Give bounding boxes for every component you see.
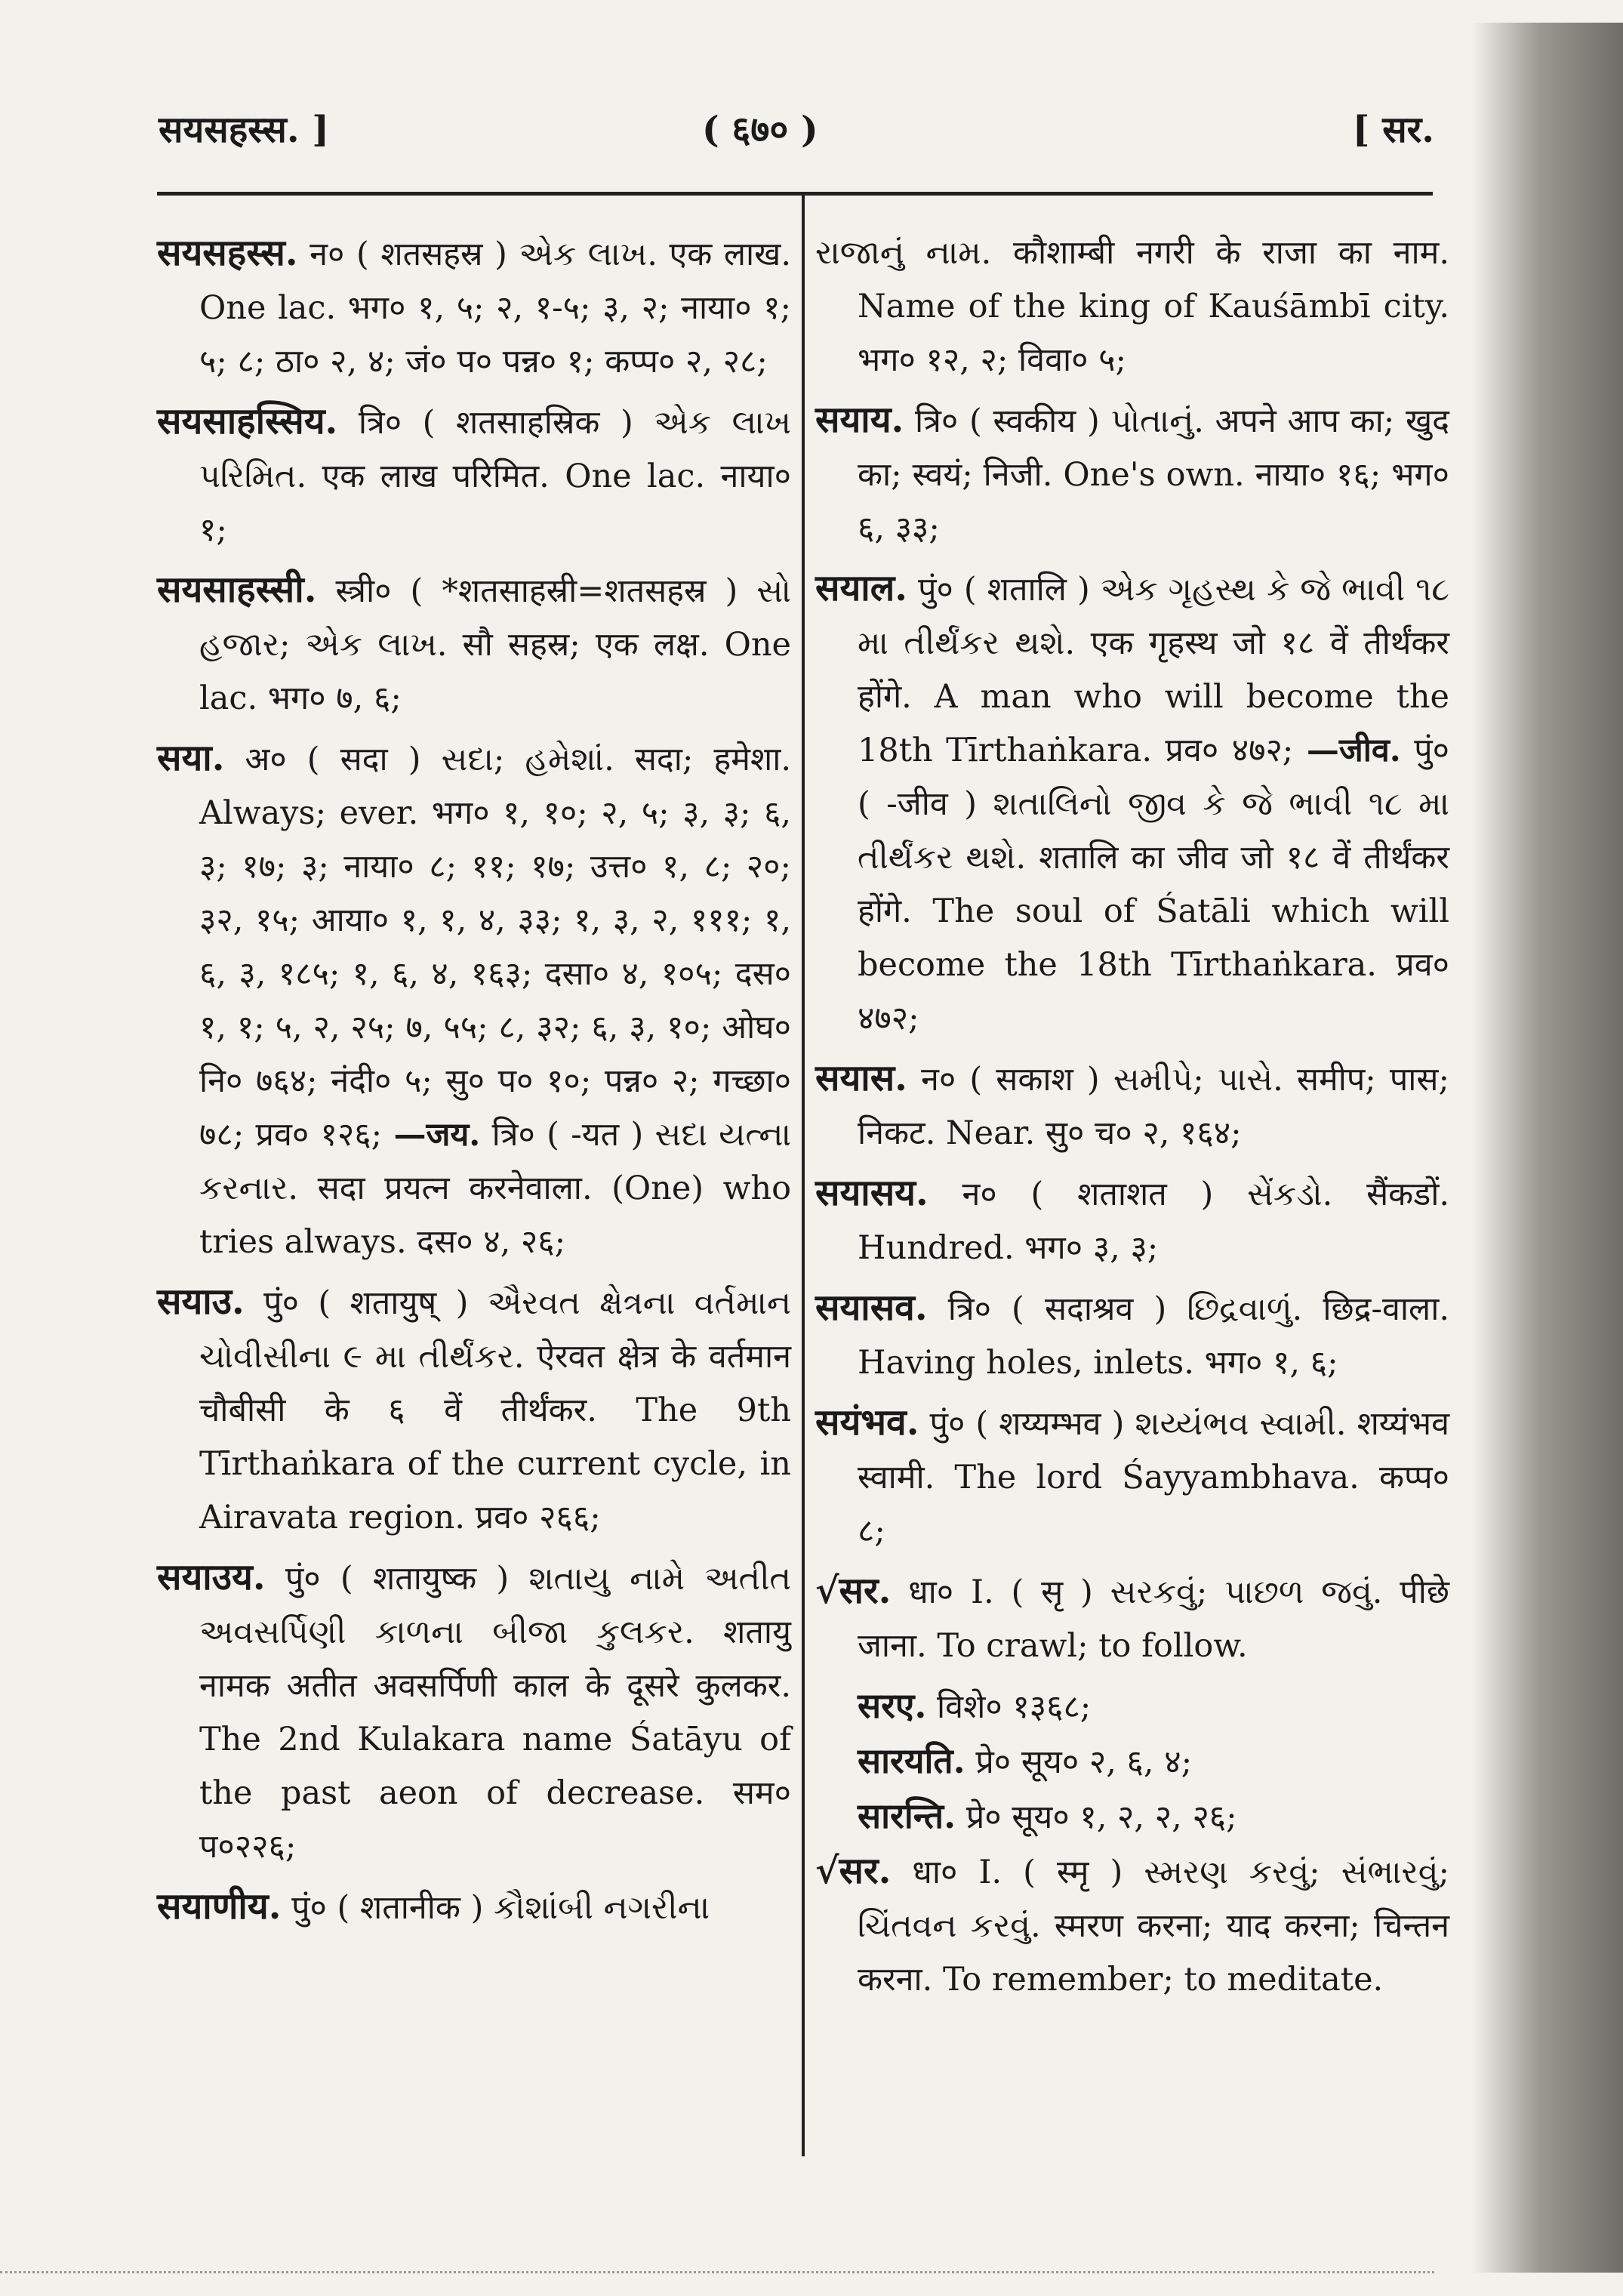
dictionary-entry	[815, 1564, 1449, 1673]
entry-headword: सयंभव.	[815, 1401, 919, 1444]
entry-definition: રાજાનું નામ. कौशाम्बी नगरी के राजा का नाम. Name of the king of Kauśāmbī city. भग० १२, २; विवा० ५;	[815, 234, 1449, 379]
entry-definition: प्रे० सूय० १, २, २, २६;	[965, 1798, 1237, 1836]
entry-headword: सयास.	[815, 1057, 907, 1099]
page-edge-shadow	[1472, 23, 1623, 2273]
sub-entry-headword: —जीव.	[1306, 732, 1401, 769]
header-rule	[157, 192, 1433, 196]
page-number: ( ६७० )	[702, 109, 818, 151]
entry-definition: त्रि० ( सदाश्रव ) છિદ્રવાળું. छिद्र-वाला. Having holes, inlets. भग० १, ६;	[858, 1290, 1449, 1382]
entry-definition: प्रे० सूय० २, ६, ४;	[975, 1743, 1193, 1781]
entry-definition: धा० I. ( स्मृ ) સ્મરણ કરવું; સંભારવું; ચિંતવન કરવું. स्मरण करना; याद करना; चिन्तन करना. To remember; to meditate.	[858, 1854, 1450, 1999]
entry-headword: सयसाहस्सिय.	[157, 400, 338, 442]
column-divider	[802, 193, 805, 2156]
entry-headword: सारयति.	[858, 1740, 965, 1781]
dictionary-entry	[157, 1880, 791, 1935]
entry-headword: सयाउय.	[157, 1556, 266, 1598]
entry-definition: पुं० ( शय्यम्भव ) શય્યંભવ સ્વામી. शय्यंभव स्वामी. The lord Śayyambhava. कप्प० ८;	[858, 1405, 1449, 1550]
verb-form-line	[815, 1789, 1449, 1845]
entry-definition: अ० ( सदा ) સદા; હમેશાં. सदा; हमेशा. Always; ever. भग० १, १०; २, ५; ३, ३; ६, ३; १७; ३; नाया० ८; ११; १७; उत्त० १, ८; २०; ३२, १५; आया० १, १, ४, ३३; १, ३, २, १११; १, ६, ३, १८५; १, ६, ४, १६३; दसा० ४, १०५; दस० १, १; ५, २, २५; ७, ५५; ८, ३२; ६, ३, १०; ओघ० नि० ७६४; नंदी० ५; सु० प० १०; पन्न० २; गच्छा० ७८; प्रव० १२६;	[199, 741, 791, 1154]
entry-definition: स्त्री० ( *शतसाहस्री=शतसहस्र ) સો હજાર; એક લાખ. सौ सहस्र; एक लक्ष. One lac. भग० ७, ६;	[199, 572, 791, 717]
verb-form-line	[815, 1734, 1449, 1789]
entry-definition: पुं० ( शतायुष्क ) શતાયુ નામે અતીત અવસર્પિણી કાળના બીજા કુલકર. शतायु नामक अतीत अवसर्पिणी काल के दूसरे कुलकर. The 2nd Kulakara name Śatāyu of the past aeon of decrease. सम० प०२२६;	[199, 1560, 792, 1866]
dictionary-entry	[157, 227, 791, 389]
entry-headword: सयाल.	[815, 567, 907, 609]
header-right-guideword: [ सर.	[1352, 109, 1434, 151]
verb-form-line	[815, 1679, 1449, 1734]
entry-headword: सयाय.	[815, 399, 904, 441]
left-column	[157, 227, 791, 1941]
entry-headword: √सर.	[815, 1570, 892, 1612]
dictionary-entry	[157, 732, 791, 1269]
entry-definition: न० ( सकाश ) સમીપે; પાસે. समीप; पास; निकट. Near. सु० च० २, १६४;	[858, 1061, 1449, 1152]
dictionary-entry	[157, 1551, 791, 1874]
entry-headword: सयसहस्स.	[157, 232, 298, 274]
entry-headword: सयाणीय.	[157, 1885, 282, 1928]
dictionary-entry	[815, 562, 1449, 1046]
entry-headword: सयसाहस्सी.	[157, 569, 317, 611]
entry-definition: धा० I. ( सृ ) સરકવું; પાછળ જવું. पीछे जाना. To crawl; to follow.	[858, 1573, 1449, 1665]
entry-headword: सयाउ.	[157, 1281, 245, 1323]
entry-definition: विशे० १३६८;	[937, 1688, 1092, 1726]
dictionary-entry	[815, 1166, 1449, 1275]
dictionary-entry	[815, 393, 1449, 556]
sub-entry-definition: त्रि० ( -यत ) સદા યત્ના કરનાર. सदा प्रयत्न करनेवाला. (One) who tries always. दस० ४, २६;	[199, 1116, 792, 1261]
header-left-guideword: सयसहस्स. ]	[159, 109, 329, 151]
running-head	[0, 104, 1480, 165]
entry-headword: सया.	[157, 737, 225, 779]
entry-headword: √सर.	[815, 1850, 892, 1892]
dictionary-entry	[815, 227, 1449, 387]
entry-headword: सारन्ति.	[858, 1795, 956, 1836]
bottom-scan-line	[0, 2271, 1434, 2276]
entry-headword: सयासव.	[815, 1287, 928, 1329]
entry-definition: न० ( शताशत ) સેંકડો. सैंकडों. Hundred. भग० ३, ३;	[858, 1176, 1450, 1267]
entry-headword: सरए.	[858, 1685, 927, 1726]
dictionary-entry	[815, 1281, 1449, 1390]
entry-definition: पुं० ( शतालि ) એક ગૃહસ્થ કે જે ભાવી ૧૮ મા તીર્થંકર થશે. एक गृहस्थ जो १८ वें तीर्थंकर होंगे. A man who will become the 18th Tīrthaṅkara. प्रव० ४७२;	[858, 571, 1449, 769]
dictionary-entry	[815, 1396, 1449, 1558]
dictionary-entry	[815, 1845, 1449, 2007]
sub-entry-definition: पुं० ( -जीव ) શતાલિનો જીવ કે જે ભાવી ૧૮ મા તીર્થંકર થશે. शतालि का जीव जो १८ वें तीर्थंकर होंगे. The soul of Śatāli which will become the 18th Tīrthaṅkara. प्रव० ४७२;	[858, 732, 1450, 1037]
right-column	[815, 227, 1449, 2013]
entry-definition: त्रि० ( शतसाहस्रिक ) એક લાખ પરિમિત. एक लाख परिमित. One lac. नाया० १;	[199, 404, 792, 549]
entry-headword: सयासय.	[815, 1172, 929, 1214]
entry-definition: न० ( शतसहस्र ) એક લાખ. एक लाख. One lac. भग० १, ५; २, १-५; ३, २; नाया० १; ५; ८; ठा० २, ४; जं० प० पन्न० १; कप्प० २, २८;	[199, 236, 791, 381]
dictionary-entry	[157, 563, 791, 726]
entry-definition: पुं० ( शतायुष् ) ઐરવત ક્ષેત્રના વર્તમાન ચોવીસીના ૯ મા તીર્થંકર. ऐरवत क्षेत्र के वर्तमान चौबीसी के ६ वें तीर्थंकर. The 9th Tīrthaṅkara of the current cycle, in Airavata region. प्रव० २६६;	[199, 1284, 791, 1536]
dictionary-entry	[815, 1052, 1449, 1160]
sub-entry-headword: —जय.	[393, 1116, 481, 1154]
dictionary-entry	[157, 1275, 791, 1545]
entry-definition: त्रि० ( स्वकीय ) પોતાનું. अपने आप का; खुद का; स्वयं; निजी. One's own. नाया० १६; भग० ६, ३३;	[858, 402, 1449, 547]
dictionary-entry	[157, 395, 791, 557]
entry-definition: पुं० ( शतानीक ) કૌશાંબી નગરીના	[291, 1889, 710, 1927]
